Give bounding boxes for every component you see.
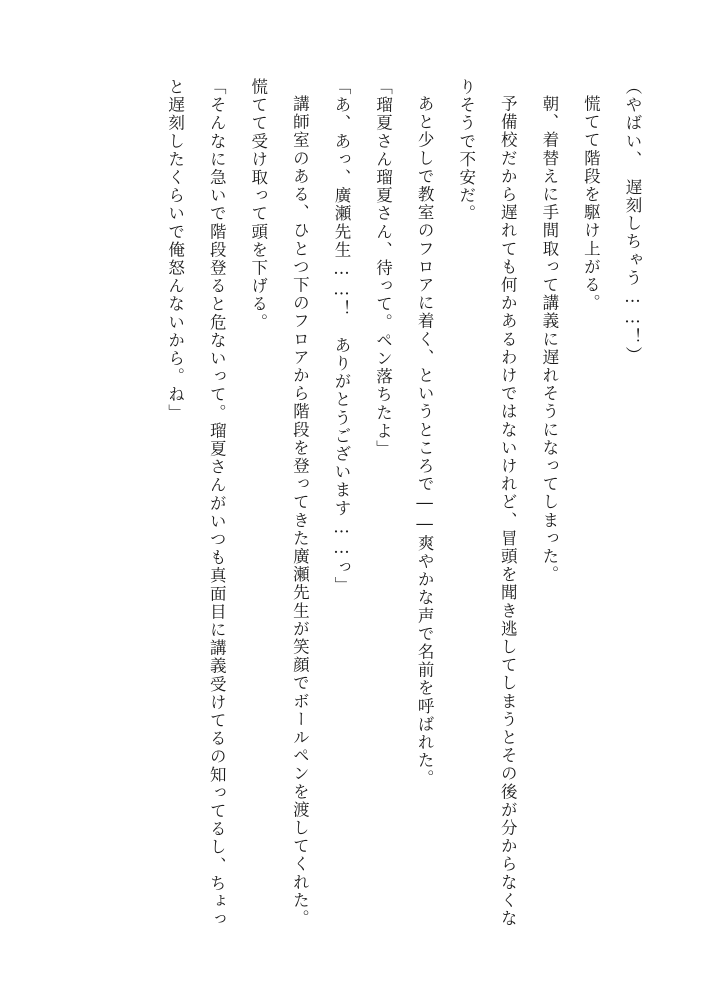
paragraph: 慌てて階段を駆け上がる。 — [581, 94, 601, 312]
paragraph: （やばい、 遅刻しちゃう……！） — [623, 78, 642, 365]
paragraph: 予備校だから遅れても何かあるわけではないけれど、冒頭を聞き逃してしまうとその後が分からなくなりそうで不安だ。 — [456, 78, 518, 928]
paragraph: 「あ、あっ、廣瀬先生……！ ありがとうございます……っ」 — [331, 78, 351, 595]
paragraph: 「瑠夏さん瑠夏さん、待って。ペン落ちたよ」 — [373, 78, 393, 459]
paragraph: あと少しで教室のフロアに着く、というところで――爽やかな声で名前を呼ばれた。 — [415, 94, 435, 788]
paragraph: 講師室のある、ひとつ下のフロアから階段を登ってきた廣瀬先生が笑顔でボールペンを渡してくれた。慌てて受け取って頭を下げる。 — [248, 78, 310, 928]
paragraph: 「そんなに急いで階段登ると危ないって。瑠夏さんがいつも真面目に講義受けてるの知ってるし、ちょっと遅刻したくらいで俺怒んないから。ね」 — [165, 78, 227, 929]
vertical-text-body — [56, 78, 653, 938]
paragraph: 朝、着替えに手間取って講義に遅れそうになってしまった。 — [539, 94, 559, 584]
